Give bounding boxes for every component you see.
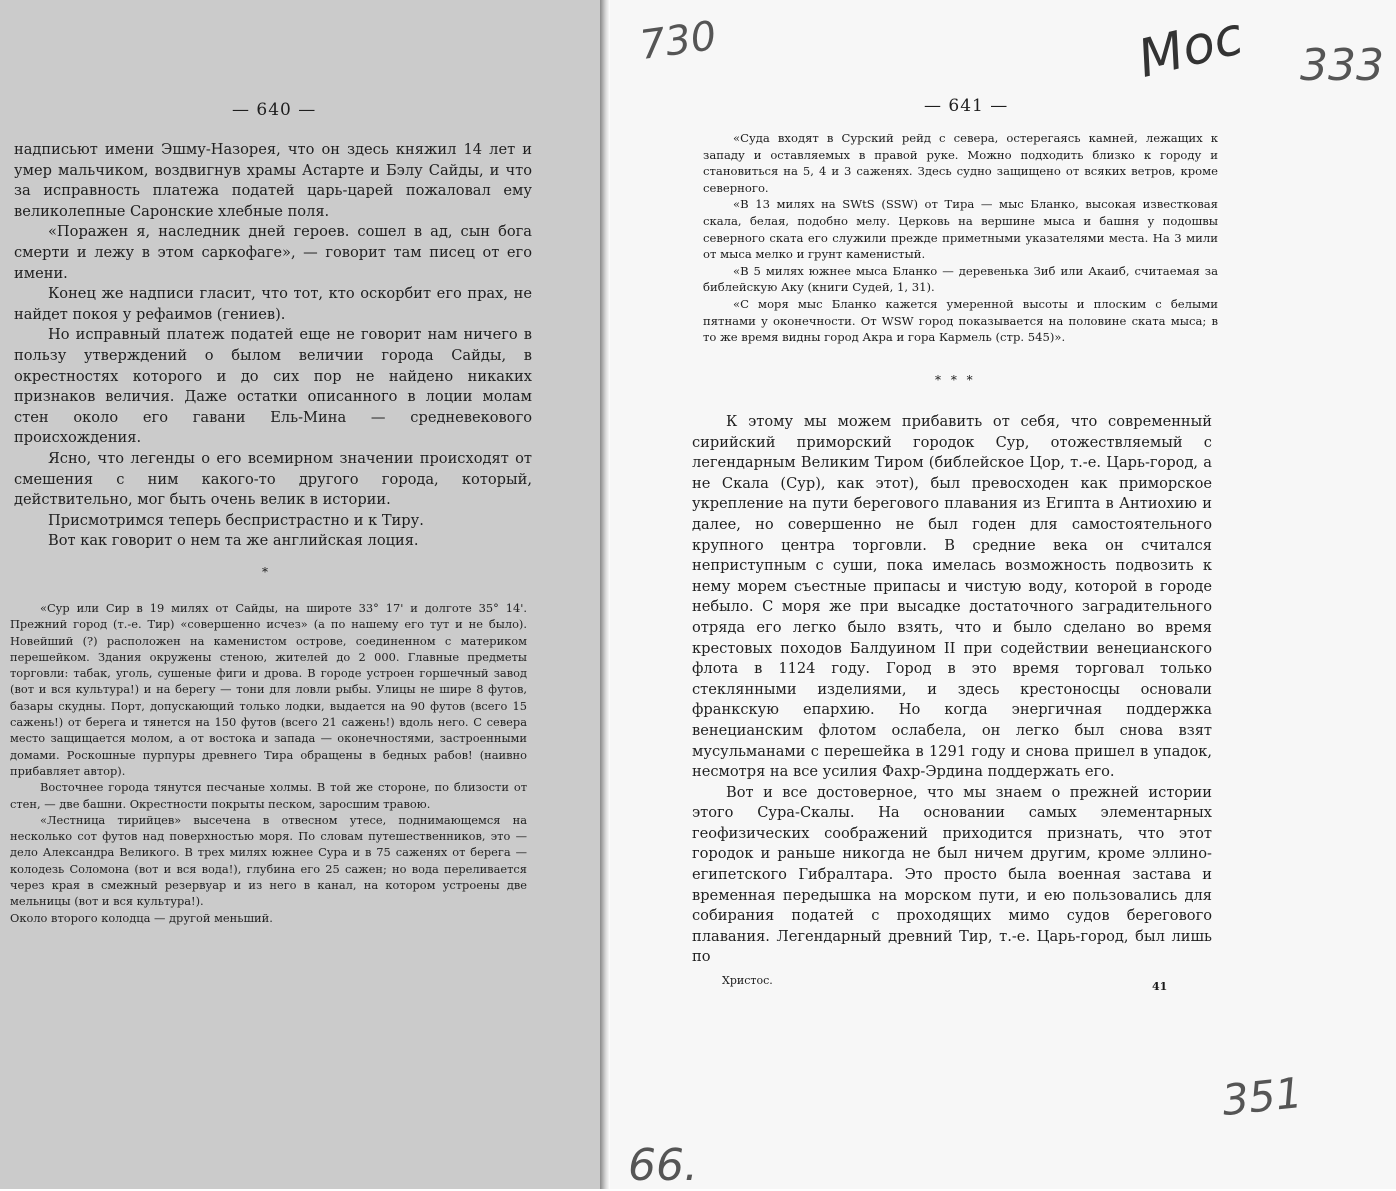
note-paragraph: «В 13 милях на SWtS (SSW) от Тира — мыс Бланко, высокая известковая скала, белая, подобно мелу. Церковь на вершине мыса и башня у подошвы северного ската его служили прежде приметными указателями места. На 3 мили от мыса мелко и грунт каменистый. (703, 197, 1218, 262)
handwritten-number: 351 (1219, 1067, 1305, 1126)
handwritten-number: 66. (628, 1140, 698, 1191)
left-notes (10, 600, 527, 926)
paragraph: Конец же надписи гласит, что тот, кто оскорбит его прах, не найдет покоя у рефаимов (гениев). (14, 285, 532, 323)
page-number-left: — 640 — (232, 100, 317, 120)
handwritten-mark: Мос (1132, 6, 1249, 90)
separator: * (262, 565, 268, 579)
footer-sheet-number: 41 (1152, 980, 1168, 993)
left-body-text (14, 140, 532, 552)
note-paragraph: «Лестница тирийцев» высечена в отвесном утесе, поднимающемся на несколько сот футов над поверхностью моря. По словам путешественников, это — дело Александра Великого. В трех милях южнее Сура и в 75 саженях от берега — колодезь Соломона (вот и вся вода!), глубина его 25 сажен; но вода переливается через края в смежный резервуар и из него в канал, на котором устроены две мельницы (вот и вся культура!). (10, 812, 527, 909)
handwritten-number: 333 (1300, 40, 1384, 91)
handwritten-number: 730 (637, 12, 720, 70)
paragraph: надписьют имени Эшму-Назорея, что он здесь княжил 14 лет и умер мальчиком, воздвигнув храмы Астарте и Бэлу Сайды, и что за исправность платежа податей царь-царей пожаловал ему великолепные Саронские хлебные поля. (14, 141, 532, 220)
paragraph: Ясно, что легенды о его всемирном значении происходят от смешения с ним какого-то другого города, который, действительно, мог быть очень велик в истории. (14, 449, 532, 509)
paragraph: Вот и все достоверное, что мы знаем о прежней истории этого Сура-Скалы. На основании самых элементарных геофизических соображений приходится признать, что этот городок и раньше никогда не был ничем другим, кроме эллино-египетского Гибралтара. Это просто была военная застава и временная передышка на морском пути, и ею пользовались для собирания податей с проходящих мимо судов берегового плавания. Легендарный древний Тир, т.-е. Царь-город, был лишь по (692, 783, 1212, 966)
note-paragraph: «Сур или Сир в 19 милях от Сайды, на широте 33° 17' и долготе 35° 14'. Прежний город (т.-е. Тир) «совершенно исчез» (а по нашему его тут и не было). Новейший (?) расположен на каменистом острове, соединенном с материком перешейком. Здания окружены стеною, жителей до 2 000. Главные предметы торговли: табак, уголь, сушеные фиги и дрова. В городе устроен горшечный завод (вот и вся культура!) и на берегу — тони для ловли рыбы. Улицы не шире 8 футов, базары скудны. Порт, допускающий только лодки, выдается на 90 футов (всего 15 сажень!) от берега и тянется на 150 футов (всего 21 сажень!) вдоль него. С севера место защищается молом, а от востока и запада — оконечностями, застроенными домами. Роскошные пурпуры древнего Тира обращены в бедных рабов! (наивно прибавляет автор). (10, 601, 527, 778)
footer-signature: Христос. (722, 974, 773, 987)
paragraph: К этому мы можем прибавить от себя, что современный сирийский приморский городок Сур, отожествляемый с легендарным Великим Тиром (библейское Цор, т.-е. Царь-город, а не Скала (Сур), как этот), был превосходен как приморское укрепление на пути берегового плавания из Египта в Антиохию и далее, но совершенно не был годен для самостоятельного крупного центра торговли. В средние века он считался неприступным с суши, пока имелась возможность подвозить к нему морем съестные припасы и чистую воду, которой в городе небыло. С моря же при высадке достаточного заградительного отряда его легко было взять, что и было сделано во время крестовых походов Балдуином II при содействии венецианского флота в 1124 году. Город в это время торговал только стеклянными изделиями, и здесь крестоносцы основали франкскую епархию. Но когда энергичная поддержка венецианским флотом ослабела, он легко был снова взят мусульманами с перешейка в 1291 году и снова пришел в упадок, несмотря на все усилия Фахр-Эрдина поддержать его. (692, 413, 1212, 781)
right-notes (703, 130, 1218, 346)
right-body-text (692, 412, 1212, 968)
paragraph: «Поражен я, наследник дней героев. сошел в ад, сын бога смерти и лежу в этом саркофаге», — говорит там писец от его имени. (14, 223, 532, 282)
book-spine (600, 0, 610, 1189)
page-number-right: — 641 — (924, 96, 1009, 116)
note-paragraph: «Суда входят в Сурский рейд с севера, остерегаясь камней, лежащих к западу и оставляемых в правой руке. Можно подходить близко к городу и становиться на 5, 4 и 3 саженях. Здесь судно защищено от всяких ветров, кроме северного. (703, 131, 1218, 195)
note-paragraph: «В 5 милях южнее мыса Бланко — деревенька Зиб или Акаиб, считаемая за библейскую Аку (книги Судей, 1, 31). (703, 263, 1218, 295)
paragraph: Вот как говорит о нем та же английская лоция. (48, 532, 419, 550)
paragraph: Но исправный платеж податей еще не говорит нам ничего в пользу утверждений о былом величии города Сайды, в окрестностях которого и до сих пор не найдено никаких признаков величия. Даже остатки описанного в лоции молам стен около его гавани Ель-Мина — средневекового происхождения. (14, 326, 532, 447)
separator: * * * (935, 373, 976, 387)
paragraph: Присмотримся теперь беспристрастно и к Тиру. (48, 511, 424, 529)
note-paragraph: «С моря мыс Бланко кажется умеренной высоты и плоским с белыми пятнами у оконечности. От WSW город показывается на половине ската мыса; в то же время видны город Акра и гора Кармель (стр. 545)». (703, 296, 1218, 345)
note-paragraph: Восточнее города тянутся песчаные холмы. В той же стороне, по близости от стен, — две башни. Окрестности покрыты песком, заросшим травою. (10, 780, 527, 811)
note-paragraph: Около второго колодца — другой меньший. (10, 910, 273, 925)
